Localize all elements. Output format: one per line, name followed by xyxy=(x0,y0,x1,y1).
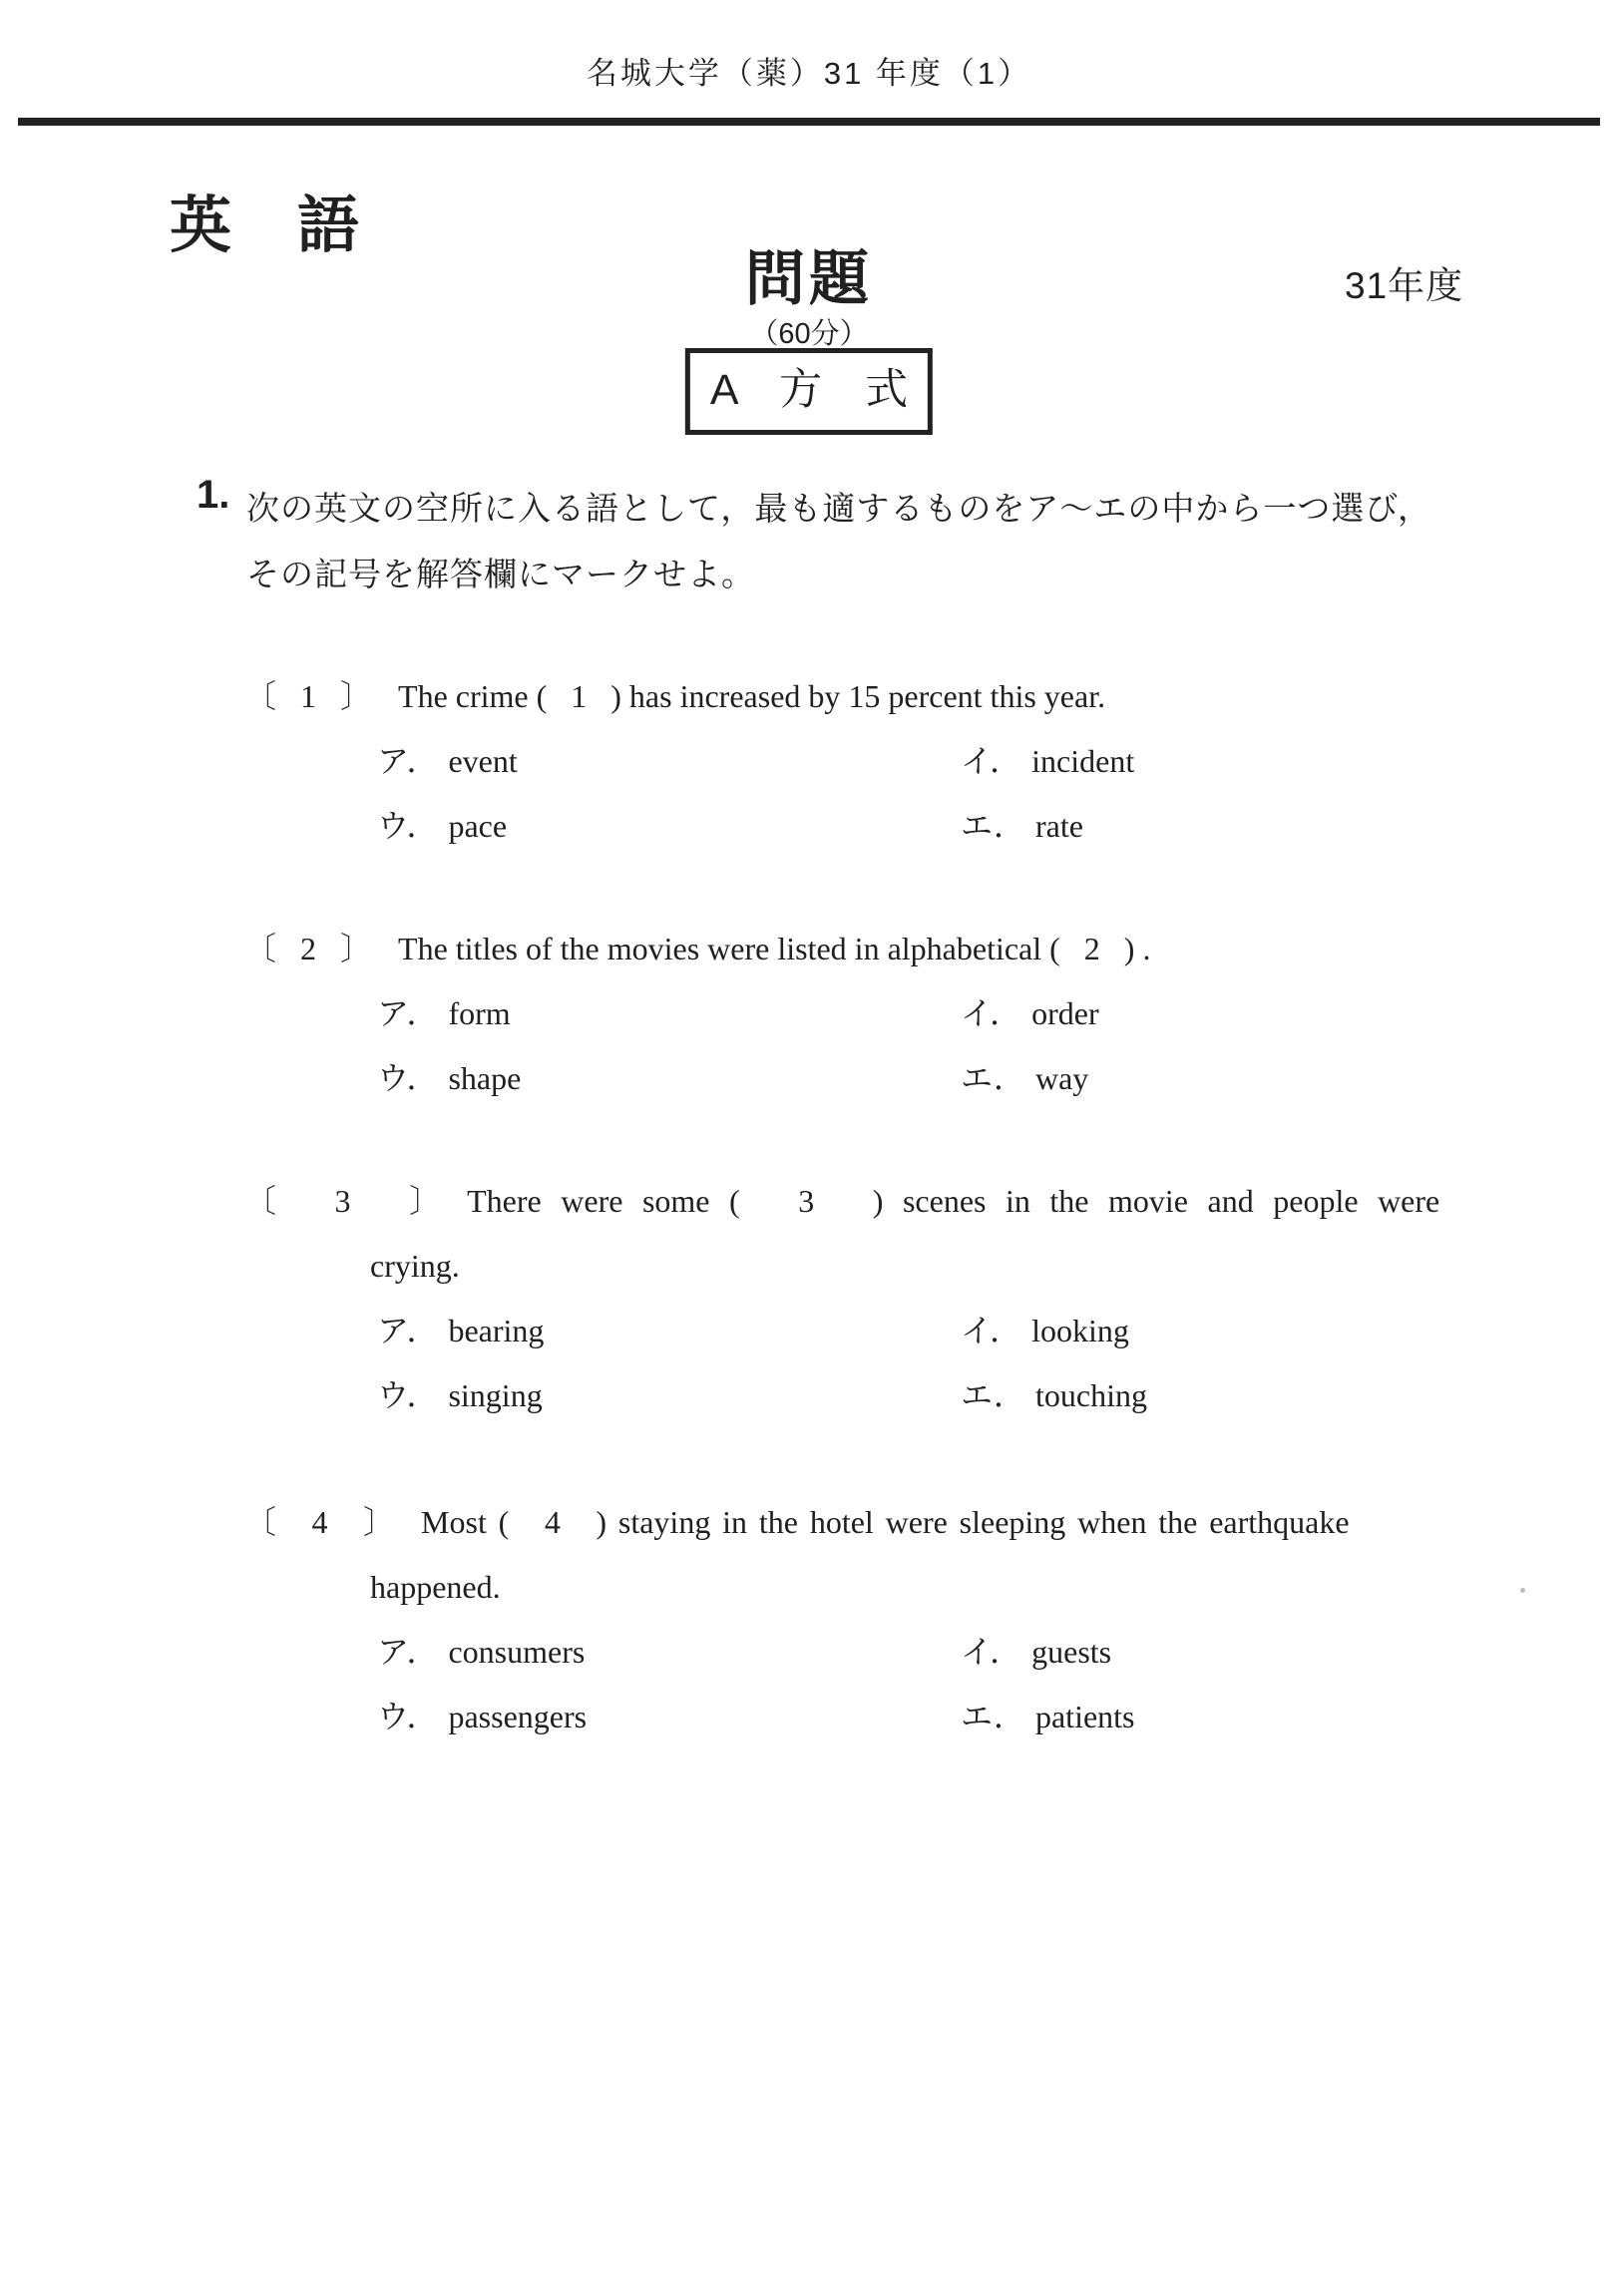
question-3-text-line2: crying. xyxy=(370,1248,460,1284)
option-i-marker: イ． xyxy=(961,1313,1022,1348)
option-u-marker: ウ． xyxy=(377,1699,439,1734)
question-4-sentence xyxy=(244,1502,1350,1542)
question-3-options xyxy=(377,1311,1439,1415)
option-i-marker: イ． xyxy=(961,1634,1022,1670)
option-i-word: looking xyxy=(1031,1313,1129,1348)
scan-artifact-dot xyxy=(1520,1588,1525,1593)
method-box xyxy=(685,348,933,435)
option-i-word: guests xyxy=(1031,1634,1112,1670)
option-e xyxy=(961,1697,1350,1736)
option-u-word: pace xyxy=(448,808,508,844)
option-e-word: rate xyxy=(1034,808,1083,844)
option-i xyxy=(961,1311,1439,1350)
question-3-number-bracket: 〔 3 〕 xyxy=(244,1183,442,1219)
option-a xyxy=(377,993,961,1033)
question-3-text: There were some ( 3 ) scenes in the movie and people were xyxy=(467,1183,1440,1219)
question-4 xyxy=(244,1502,1350,1736)
duration-label: （60分） xyxy=(749,318,869,350)
option-i-word: order xyxy=(1031,995,1099,1031)
option-a-marker: ア． xyxy=(377,995,439,1031)
option-e-marker: エ． xyxy=(961,808,1025,844)
exam-heading: 問題 xyxy=(745,245,873,312)
question-4-options xyxy=(377,1632,1350,1736)
option-u-word: passengers xyxy=(448,1699,588,1734)
page-header-title: 名城大学（薬）31 年度（1） xyxy=(586,56,1032,91)
option-a-word: event xyxy=(448,743,518,779)
option-i-marker: イ． xyxy=(961,995,1022,1031)
question-3-sentence xyxy=(244,1181,1439,1221)
option-e xyxy=(961,1375,1439,1415)
option-e-marker: エ． xyxy=(961,1060,1025,1096)
question-4-number-bracket: 〔 4 〕 xyxy=(244,1504,396,1540)
option-a-marker: ア． xyxy=(377,1313,439,1348)
question-2-options xyxy=(377,993,1150,1098)
option-e xyxy=(961,806,1134,846)
option-a-word: form xyxy=(448,995,511,1031)
question-2-number-bracket: 〔 2 〕 xyxy=(244,931,373,966)
question-2-sentence xyxy=(244,929,1150,968)
option-a xyxy=(377,1632,961,1672)
option-e-word: way xyxy=(1034,1060,1089,1096)
option-e-word: patients xyxy=(1034,1699,1135,1734)
option-u xyxy=(377,1375,961,1415)
option-e-marker: エ． xyxy=(961,1699,1025,1734)
option-i-marker: イ． xyxy=(961,743,1022,779)
option-e-marker: エ． xyxy=(961,1377,1025,1413)
question-3 xyxy=(244,1181,1439,1415)
instruction-line-2: その記号を解答欄にマークせよ。 xyxy=(246,558,755,593)
option-i xyxy=(961,1632,1350,1672)
year-label: 31年度 xyxy=(1345,265,1464,306)
option-a-word: bearing xyxy=(448,1313,545,1348)
method-label: A 方 式 xyxy=(709,366,909,414)
option-e xyxy=(961,1058,1150,1098)
option-u xyxy=(377,1697,961,1736)
question-1-text: The crime ( 1 ) has increased by 15 percent this year. xyxy=(398,678,1106,714)
question-2-text: The titles of the movies were listed in alphabetical ( 2 ) . xyxy=(398,931,1151,966)
question-1 xyxy=(244,676,1134,846)
section-number: 1. xyxy=(197,473,230,517)
option-u-word: shape xyxy=(448,1060,522,1096)
option-u xyxy=(377,1058,961,1098)
subject-title: 英 語 xyxy=(170,191,362,260)
option-i-word: incident xyxy=(1031,743,1135,779)
option-u-marker: ウ． xyxy=(377,808,439,844)
option-e-word: touching xyxy=(1034,1377,1147,1413)
option-a xyxy=(377,1311,961,1350)
option-a xyxy=(377,741,961,781)
option-i xyxy=(961,993,1150,1033)
option-a-marker: ア． xyxy=(377,1634,439,1670)
question-4-text: Most ( 4 ) staying in the hotel were sleeping when the earthquake xyxy=(421,1504,1350,1540)
question-4-text-line2: happened. xyxy=(370,1569,501,1605)
question-1-options xyxy=(377,741,1134,846)
option-a-marker: ア． xyxy=(377,743,439,779)
instruction-line-1: 次の英文の空所に入る語として，最も適するものをア～エの中から一つ選び， xyxy=(246,492,1432,528)
question-2 xyxy=(244,929,1150,1098)
option-u-marker: ウ． xyxy=(377,1060,439,1096)
option-i xyxy=(961,741,1134,781)
option-u-word: singing xyxy=(448,1377,543,1413)
option-u-marker: ウ． xyxy=(377,1377,439,1413)
question-1-sentence xyxy=(244,676,1134,716)
header-divider-rule xyxy=(18,118,1600,126)
question-1-number-bracket: 〔 1 〕 xyxy=(244,678,373,714)
option-u xyxy=(377,806,961,846)
option-a-word: consumers xyxy=(448,1634,586,1670)
